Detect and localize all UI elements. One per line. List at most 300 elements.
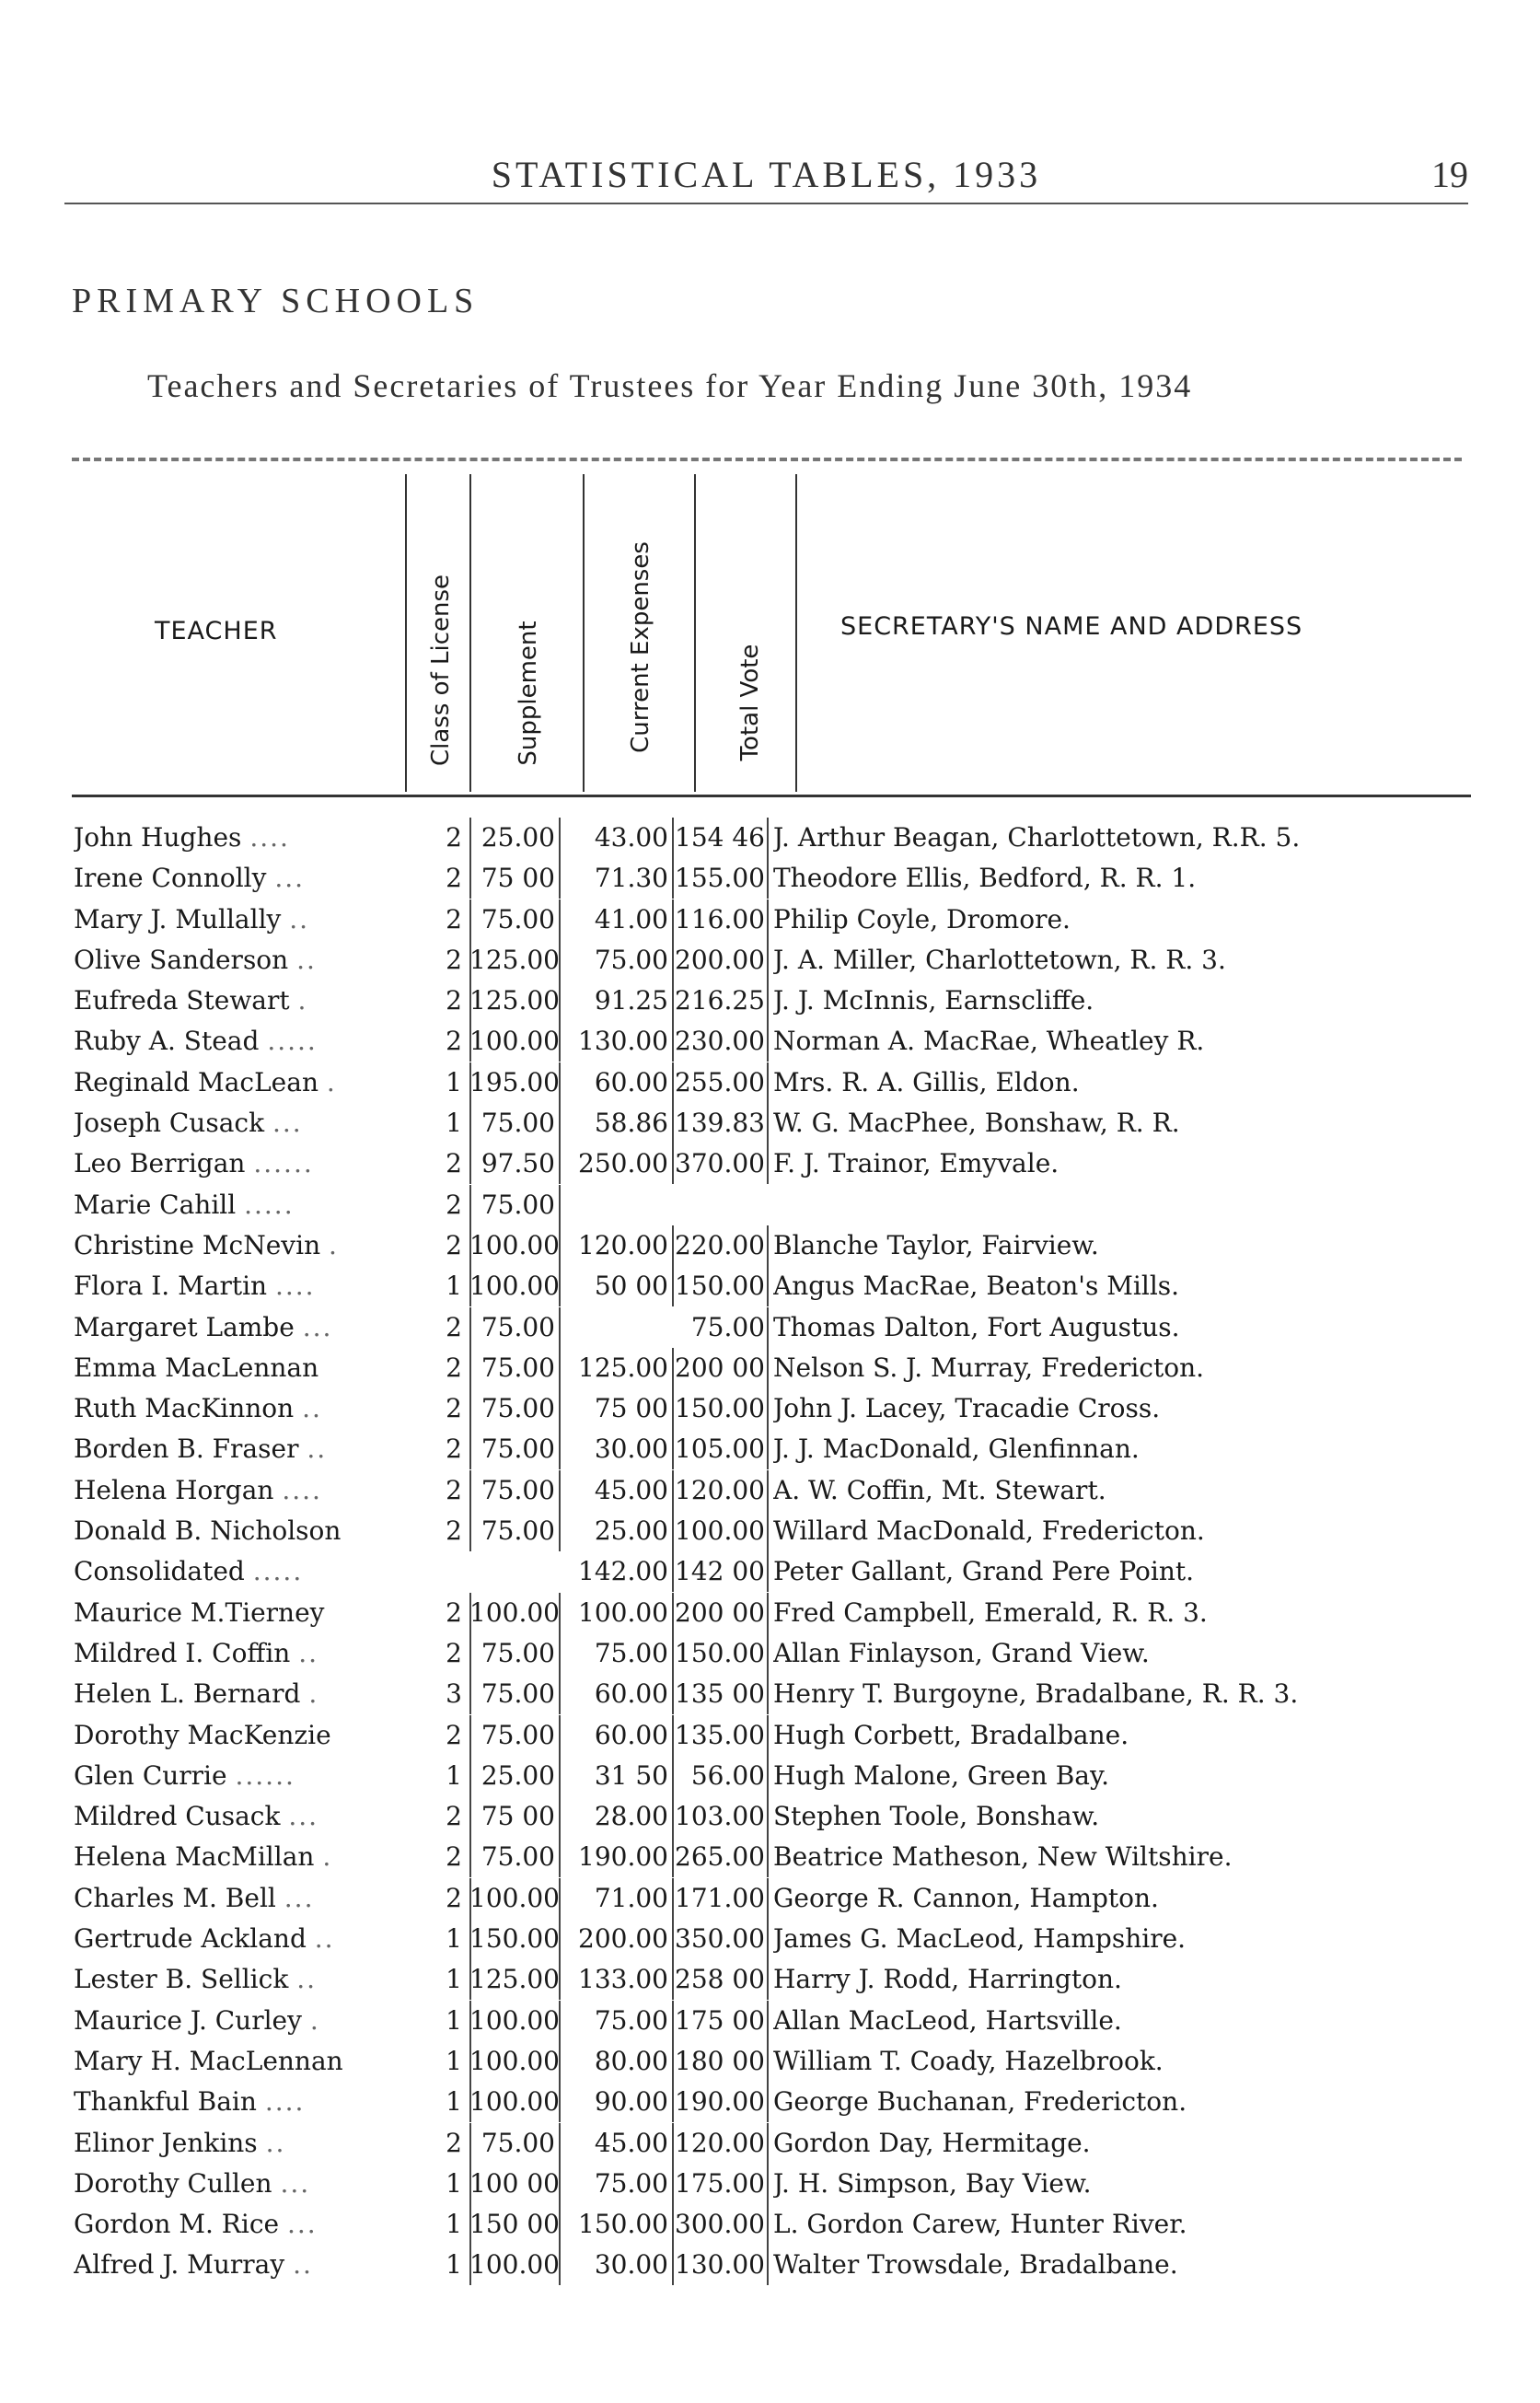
table-row (72, 2164, 1471, 2204)
teacher-name: Helena MacMillan (74, 1841, 315, 1873)
class-cell: 2 (405, 1878, 471, 1919)
teacher-cell (74, 900, 405, 940)
table-row (72, 1225, 1471, 1266)
teacher-cell (74, 1266, 405, 1306)
leader-dots: . (322, 1841, 333, 1873)
supplement-cell: 100.00 (469, 1878, 561, 1919)
expenses-cell: 50 00 (561, 1266, 674, 1306)
table-row (72, 1266, 1471, 1306)
leader-dots: .... (264, 2086, 306, 2118)
teacher-name: Gordon M. Rice (74, 2209, 280, 2240)
expenses-cell: 120.00 (561, 1225, 674, 1266)
supplement-cell: 100.00 (469, 1266, 561, 1306)
teacher-cell (74, 2164, 405, 2204)
total-vote-cell: 150.00 (674, 1266, 769, 1306)
class-cell: 3 (405, 1674, 471, 1714)
teacher-name: Dorothy MacKenzie (74, 1719, 331, 1750)
supplement-cell: 75.00 (469, 1674, 561, 1714)
class-cell: 2 (405, 940, 471, 981)
teacher-name: Margaret Lambe (74, 1311, 295, 1342)
teacher-cell (74, 1674, 405, 1714)
expenses-cell: 90.00 (561, 2082, 674, 2122)
total-vote-cell: 105.00 (674, 1429, 769, 1469)
teacher-name: Reginald MacLean (74, 1066, 318, 1097)
expenses-cell: 190.00 (561, 1837, 674, 1877)
leader-dots: ... (302, 1311, 333, 1342)
secretary-cell: J. H. Simpson, Bay View. (773, 2167, 1092, 2199)
teacher-cell (74, 1470, 405, 1511)
column-header-total-vote: Total Vote (736, 644, 764, 761)
column-header-expenses: Current Expenses (627, 541, 654, 753)
class-cell: 1 (405, 1756, 471, 1796)
secretary-cell: J. A. Miller, Charlottetown, R. R. 3. (773, 944, 1226, 975)
supplement-cell: 75.00 (469, 1633, 561, 1674)
class-cell: 2 (405, 1143, 471, 1184)
teacher-name: Joseph Cusack (74, 1108, 265, 1139)
secretary-cell: William T. Coady, Hazelbrook. (773, 2045, 1164, 2076)
teacher-cell (74, 1225, 405, 1266)
total-vote-cell: 150.00 (674, 1633, 769, 1674)
leader-dots: .. (298, 1637, 319, 1668)
supplement-cell: 75.00 (469, 1388, 561, 1429)
leader-dots: ... (287, 2209, 318, 2240)
secretary-cell: J. J. MacDonald, Glenfinnan. (773, 1434, 1140, 1465)
table-row (72, 1674, 1471, 1714)
teacher-cell (74, 2245, 405, 2285)
leader-dots: .. (265, 2127, 286, 2158)
expenses-cell: 30.00 (561, 2245, 674, 2285)
total-vote-cell: 175 00 (674, 2001, 769, 2041)
secretary-cell: George R. Cannon, Hampton. (773, 1882, 1159, 1913)
expenses-cell: 41.00 (561, 900, 674, 940)
teacher-name: Maurice J. Curley (74, 2004, 302, 2036)
teacher-name: Ruth MacKinnon (74, 1393, 295, 1424)
supplement-cell: 75.00 (469, 1470, 561, 1511)
total-vote-cell: 139.83 (674, 1103, 769, 1143)
leader-dots: ... (284, 1882, 315, 1913)
expenses-cell: 25.00 (561, 1511, 674, 1551)
class-cell: 1 (405, 2245, 471, 2285)
supplement-cell: 75 00 (469, 858, 561, 899)
class-cell: 2 (405, 1593, 471, 1633)
supplement-cell: 150 00 (469, 2204, 561, 2245)
table-row (72, 1429, 1471, 1469)
table-row (72, 2204, 1471, 2245)
table-row (72, 900, 1471, 940)
total-vote-cell: 56.00 (674, 1756, 769, 1796)
supplement-cell: 75.00 (469, 1185, 561, 1225)
secretary-cell: Mrs. R. A. Gillis, Eldon. (773, 1066, 1080, 1097)
secretary-cell: George Buchanan, Fredericton. (773, 2086, 1187, 2118)
total-vote-cell: 135.00 (674, 1715, 769, 1756)
table-row (72, 1021, 1471, 1062)
expenses-cell: 150.00 (561, 2204, 674, 2245)
teacher-name: Alfred J. Murray (74, 2249, 285, 2281)
total-vote-cell: 130.00 (674, 2245, 769, 2285)
secretary-cell: Peter Gallant, Grand Pere Point. (773, 1556, 1195, 1587)
expenses-cell: 75.00 (561, 940, 674, 981)
secretary-cell: Hugh Malone, Green Bay. (773, 1759, 1109, 1791)
leader-dots: . (309, 2004, 320, 2036)
expenses-cell: 28.00 (561, 1796, 674, 1837)
teacher-name: Donald B. Nicholson (74, 1515, 342, 1547)
table-row (72, 2123, 1471, 2164)
total-vote-cell: 370.00 (674, 1143, 769, 1184)
teacher-cell (74, 1796, 405, 1837)
class-cell: 2 (405, 1225, 471, 1266)
teacher-name: Flora I. Martin (74, 1271, 268, 1302)
table-row (72, 1103, 1471, 1143)
secretary-cell: Beatrice Matheson, New Wiltshire. (773, 1841, 1233, 1873)
supplement-cell: 75.00 (469, 2123, 561, 2164)
class-cell: 2 (405, 1185, 471, 1225)
class-cell: 2 (405, 981, 471, 1021)
class-cell: 2 (405, 1388, 471, 1429)
teacher-cell (74, 940, 405, 981)
teacher-cell (74, 1919, 405, 1959)
table-row (72, 1878, 1471, 1919)
teacher-cell (74, 1143, 405, 1184)
teacher-name: Mary J. Mullally (74, 903, 282, 934)
teacher-cell (74, 2082, 405, 2122)
expenses-cell: 200.00 (561, 1919, 674, 1959)
teacher-cell (74, 1715, 405, 1756)
leader-dots: . (326, 1066, 337, 1097)
running-head (64, 153, 1468, 199)
supplement-cell: 75.00 (469, 1715, 561, 1756)
supplement-cell: 100.00 (469, 1225, 561, 1266)
secretary-cell: Angus MacRae, Beaton's Mills. (773, 1271, 1180, 1302)
leader-dots: ... (288, 1801, 319, 1832)
total-vote-cell: 258 00 (674, 1959, 769, 2000)
class-cell: 1 (405, 1266, 471, 1306)
table-row (72, 1062, 1471, 1103)
table-row (72, 818, 1471, 858)
secretary-cell: Theodore Ellis, Bedford, R. R. 1. (773, 863, 1197, 894)
class-cell: 1 (405, 2041, 471, 2082)
class-cell: 2 (405, 1429, 471, 1469)
secretary-cell: Willard MacDonald, Fredericton. (773, 1515, 1205, 1547)
total-vote-cell: 200 00 (674, 1593, 769, 1633)
supplement-cell: 100 00 (469, 2164, 561, 2204)
class-cell: 1 (405, 2204, 471, 2245)
leader-dots: .. (293, 2249, 313, 2281)
total-vote-cell: 216.25 (674, 981, 769, 1021)
supplement-cell: 100.00 (469, 1021, 561, 1062)
leader-dots: . (329, 1229, 339, 1260)
teacher-cell (74, 1185, 405, 1225)
teacher-name: Gertrude Ackland (74, 1923, 307, 1955)
leader-dots: ... (272, 1108, 303, 1139)
supplement-cell: 97.50 (469, 1143, 561, 1184)
teacher-name: Emma MacLennan (74, 1352, 319, 1383)
table-row (72, 858, 1471, 899)
teacher-cell (74, 981, 405, 1021)
column-header-supplement: Supplement (515, 621, 542, 766)
teacher-cell (74, 1062, 405, 1103)
table-row (72, 1756, 1471, 1796)
leader-dots: .. (302, 1393, 322, 1424)
teacher-cell (74, 1021, 405, 1062)
secretary-cell: Nelson S. J. Murray, Fredericton. (773, 1352, 1205, 1383)
secretary-cell: Stephen Toole, Bonshaw. (773, 1801, 1100, 1832)
total-vote-cell: 120.00 (674, 1470, 769, 1511)
header-bottom-rule (72, 795, 1471, 797)
supplement-cell: 125.00 (469, 981, 561, 1021)
teacher-cell (74, 2041, 405, 2082)
class-cell: 1 (405, 1062, 471, 1103)
leader-dots: ... (274, 863, 306, 894)
teacher-cell (74, 1307, 405, 1348)
leader-dots: ..... (252, 1556, 304, 1587)
secretary-cell: Norman A. MacRae, Wheatley R. (773, 1026, 1205, 1057)
supplement-cell: 100.00 (469, 2082, 561, 2122)
teacher-name: Leo Berrigan (74, 1148, 246, 1179)
secretary-cell: L. Gordon Carew, Hunter River. (773, 2209, 1187, 2240)
secretary-cell: Henry T. Burgoyne, Bradalbane, R. R. 3. (773, 1678, 1299, 1710)
total-vote-cell: 180 00 (674, 2041, 769, 2082)
teacher-name: Ruby A. Stead (74, 1026, 260, 1057)
table-row (72, 1959, 1471, 2000)
table-row (72, 1511, 1471, 1551)
leader-dots: .... (249, 822, 290, 853)
leader-dots: .... (274, 1271, 316, 1302)
expenses-cell: 125.00 (561, 1348, 674, 1388)
table-row (72, 940, 1471, 981)
leader-dots: ..... (244, 1189, 295, 1220)
expenses-cell: 80.00 (561, 2041, 674, 2082)
teacher-cell (74, 2001, 405, 2041)
secretary-cell: Blanche Taylor, Fairview. (773, 1229, 1099, 1260)
supplement-cell: 100.00 (469, 1593, 561, 1633)
class-cell: 2 (405, 1511, 471, 1551)
expenses-cell: 60.00 (561, 1715, 674, 1756)
expenses-cell: 75 00 (561, 1388, 674, 1429)
secretary-cell: Walter Trowsdale, Bradalbane. (773, 2249, 1178, 2281)
leader-dots: .. (289, 903, 310, 934)
class-cell: 2 (405, 1715, 471, 1756)
total-vote-cell: 220.00 (674, 1225, 769, 1266)
class-cell: 2 (405, 1307, 471, 1348)
table-row (72, 1470, 1471, 1511)
teacher-cell (74, 1388, 405, 1429)
total-vote-cell: 171.00 (674, 1878, 769, 1919)
expenses-cell: 43.00 (561, 818, 674, 858)
total-vote-cell: 230.00 (674, 1021, 769, 1062)
secretary-cell: W. G. MacPhee, Bonshaw, R. R. (773, 1108, 1180, 1139)
column-header-class: Class of License (427, 574, 455, 767)
total-vote-cell: 200 00 (674, 1348, 769, 1388)
expenses-cell: 75.00 (561, 1633, 674, 1674)
secretary-cell: John J. Lacey, Tracadie Cross. (773, 1393, 1161, 1424)
teacher-name: Consolidated (74, 1556, 245, 1587)
teacher-name: Irene Connolly (74, 863, 267, 894)
table-row (72, 981, 1471, 1021)
class-cell: 2 (405, 1348, 471, 1388)
teacher-cell (74, 818, 405, 858)
teacher-name: John Hughes (74, 822, 242, 853)
table-row (72, 1551, 1471, 1592)
total-vote-cell: 155.00 (674, 858, 769, 899)
supplement-cell: 75.00 (469, 1837, 561, 1877)
teacher-name: Glen Currie (74, 1759, 227, 1791)
total-vote-cell: 103.00 (674, 1796, 769, 1837)
class-cell: 2 (405, 818, 471, 858)
class-cell: 1 (405, 2164, 471, 2204)
teacher-name: Mildred Cusack (74, 1801, 281, 1832)
table-row (72, 1593, 1471, 1633)
total-vote-cell: 190.00 (674, 2082, 769, 2122)
table-caption: Teachers and Secretaries of Trustees for Year Ending June 30th, 1934 (147, 367, 1193, 404)
secretary-cell: Philip Coyle, Dromore. (773, 903, 1071, 934)
secretary-cell: James G. MacLeod, Hampshire. (773, 1923, 1187, 1955)
total-vote-cell: 116.00 (674, 900, 769, 940)
teacher-name: Eufreda Stewart (74, 985, 290, 1016)
teacher-cell (74, 1103, 405, 1143)
expenses-cell: 91.25 (561, 981, 674, 1021)
class-cell: 2 (405, 1633, 471, 1674)
header-rule (64, 203, 1468, 204)
leader-dots: ...... (253, 1148, 314, 1179)
total-vote-cell: 255.00 (674, 1062, 769, 1103)
table-row (72, 1919, 1471, 1959)
teacher-cell (74, 1756, 405, 1796)
teacher-cell (74, 2204, 405, 2245)
expenses-cell: 58.86 (561, 1103, 674, 1143)
table-row (72, 1185, 1471, 1225)
secretary-cell: Gordon Day, Hermitage. (773, 2127, 1091, 2158)
class-cell: 1 (405, 1919, 471, 1959)
secretary-cell: J. Arthur Beagan, Charlottetown, R.R. 5. (773, 822, 1301, 853)
teacher-name: Maurice M.Tierney (74, 1596, 325, 1628)
supplement-cell: 100.00 (469, 2041, 561, 2082)
total-vote-cell: 75.00 (674, 1307, 769, 1348)
secretary-cell: Thomas Dalton, Fort Augustus. (773, 1311, 1180, 1342)
total-vote-cell: 135 00 (674, 1674, 769, 1714)
table-row (72, 1837, 1471, 1877)
teacher-name: Helen L. Bernard (74, 1678, 301, 1710)
class-cell: 2 (405, 1021, 471, 1062)
teacher-name: Mildred I. Coffin (74, 1637, 291, 1668)
supplement-cell: 25.00 (469, 1756, 561, 1796)
teacher-cell (74, 1959, 405, 2000)
table-row (72, 2082, 1471, 2122)
total-vote-cell: 200.00 (674, 940, 769, 981)
teacher-cell (74, 1837, 405, 1877)
supplement-cell: 75.00 (469, 900, 561, 940)
supplement-cell: 100.00 (469, 2245, 561, 2285)
teacher-cell (74, 858, 405, 899)
total-vote-cell: 100.00 (674, 1511, 769, 1551)
expenses-cell: 71.00 (561, 1878, 674, 1919)
expenses-cell: 71.30 (561, 858, 674, 899)
teacher-name: Thankful Bain (74, 2086, 257, 2118)
teacher-cell (74, 1429, 405, 1469)
teacher-cell (74, 1878, 405, 1919)
leader-dots: ..... (267, 1026, 318, 1057)
supplement-cell: 195.00 (469, 1062, 561, 1103)
expenses-cell: 45.00 (561, 2123, 674, 2164)
secretary-cell: Harry J. Rodd, Harrington. (773, 1964, 1122, 1995)
total-vote-cell: 350.00 (674, 1919, 769, 1959)
table-body (72, 818, 1471, 2286)
total-vote-cell: 150.00 (674, 1388, 769, 1429)
leader-dots: .. (307, 1434, 328, 1465)
table-row (72, 1633, 1471, 1674)
supplement-cell: 75.00 (469, 1348, 561, 1388)
secretary-cell: Fred Campbell, Emerald, R. R. 3. (773, 1596, 1208, 1628)
teacher-name: Olive Sanderson (74, 944, 289, 975)
total-vote-cell: 300.00 (674, 2204, 769, 2245)
teacher-cell (74, 1593, 405, 1633)
total-vote-cell: 120.00 (674, 2123, 769, 2164)
table-header (72, 474, 1466, 792)
table-row (72, 1307, 1471, 1348)
column-divider (469, 474, 471, 792)
secretary-cell: Allan Finlayson, Grand View. (773, 1637, 1150, 1668)
class-cell: 2 (405, 2123, 471, 2164)
supplement-cell: 75.00 (469, 1103, 561, 1143)
teacher-name: Christine McNevin (74, 1229, 321, 1260)
total-vote-cell: 265.00 (674, 1837, 769, 1877)
table-row (72, 1715, 1471, 1756)
table-row (72, 2041, 1471, 2082)
table-row (72, 2245, 1471, 2285)
class-cell: 2 (405, 1470, 471, 1511)
table-row (72, 1796, 1471, 1837)
class-cell: 2 (405, 900, 471, 940)
class-cell: 1 (405, 1959, 471, 2000)
teacher-cell (74, 1511, 405, 1551)
total-vote-cell: 154 46 (674, 818, 769, 858)
teacher-cell (74, 2123, 405, 2164)
teacher-cell (74, 1633, 405, 1674)
teacher-name: Mary H. MacLennan (74, 2045, 343, 2076)
class-cell: 2 (405, 858, 471, 899)
expenses-cell: 31 50 (561, 1756, 674, 1796)
teacher-name: Helena Horgan (74, 1474, 274, 1505)
teacher-name: Dorothy Cullen (74, 2167, 272, 2199)
expenses-cell: 133.00 (561, 1959, 674, 2000)
expenses-cell: 60.00 (561, 1062, 674, 1103)
leader-dots: . (297, 985, 308, 1016)
teacher-name: Charles M. Bell (74, 1882, 276, 1913)
column-divider (694, 474, 696, 792)
secretary-cell: Allan MacLeod, Hartsville. (773, 2004, 1122, 2036)
teacher-name: Elinor Jenkins (74, 2127, 258, 2158)
leader-dots: .. (314, 1923, 335, 1955)
expenses-cell: 75.00 (561, 2164, 674, 2204)
teacher-cell (74, 1551, 405, 1592)
supplement-cell: 150.00 (469, 1919, 561, 1959)
table-row (72, 1388, 1471, 1429)
leader-dots: .. (296, 1964, 318, 1995)
class-cell: 2 (405, 1837, 471, 1877)
expenses-cell: 30.00 (561, 1429, 674, 1469)
expenses-cell: 60.00 (561, 1674, 674, 1714)
section-title: PRIMARY SCHOOLS (72, 282, 480, 320)
teacher-name: Marie Cahill (74, 1189, 237, 1220)
table-row (72, 1348, 1471, 1388)
column-header-secretary: SECRETARY'S NAME AND ADDRESS (840, 612, 1303, 641)
total-vote-cell: 142 00 (674, 1551, 769, 1592)
table-row (72, 2001, 1471, 2041)
column-divider (795, 474, 797, 792)
expenses-cell: 75.00 (561, 2001, 674, 2041)
leader-dots: . (308, 1678, 319, 1710)
page-number: 19 (1431, 154, 1468, 195)
leader-dots: .. (296, 944, 317, 975)
